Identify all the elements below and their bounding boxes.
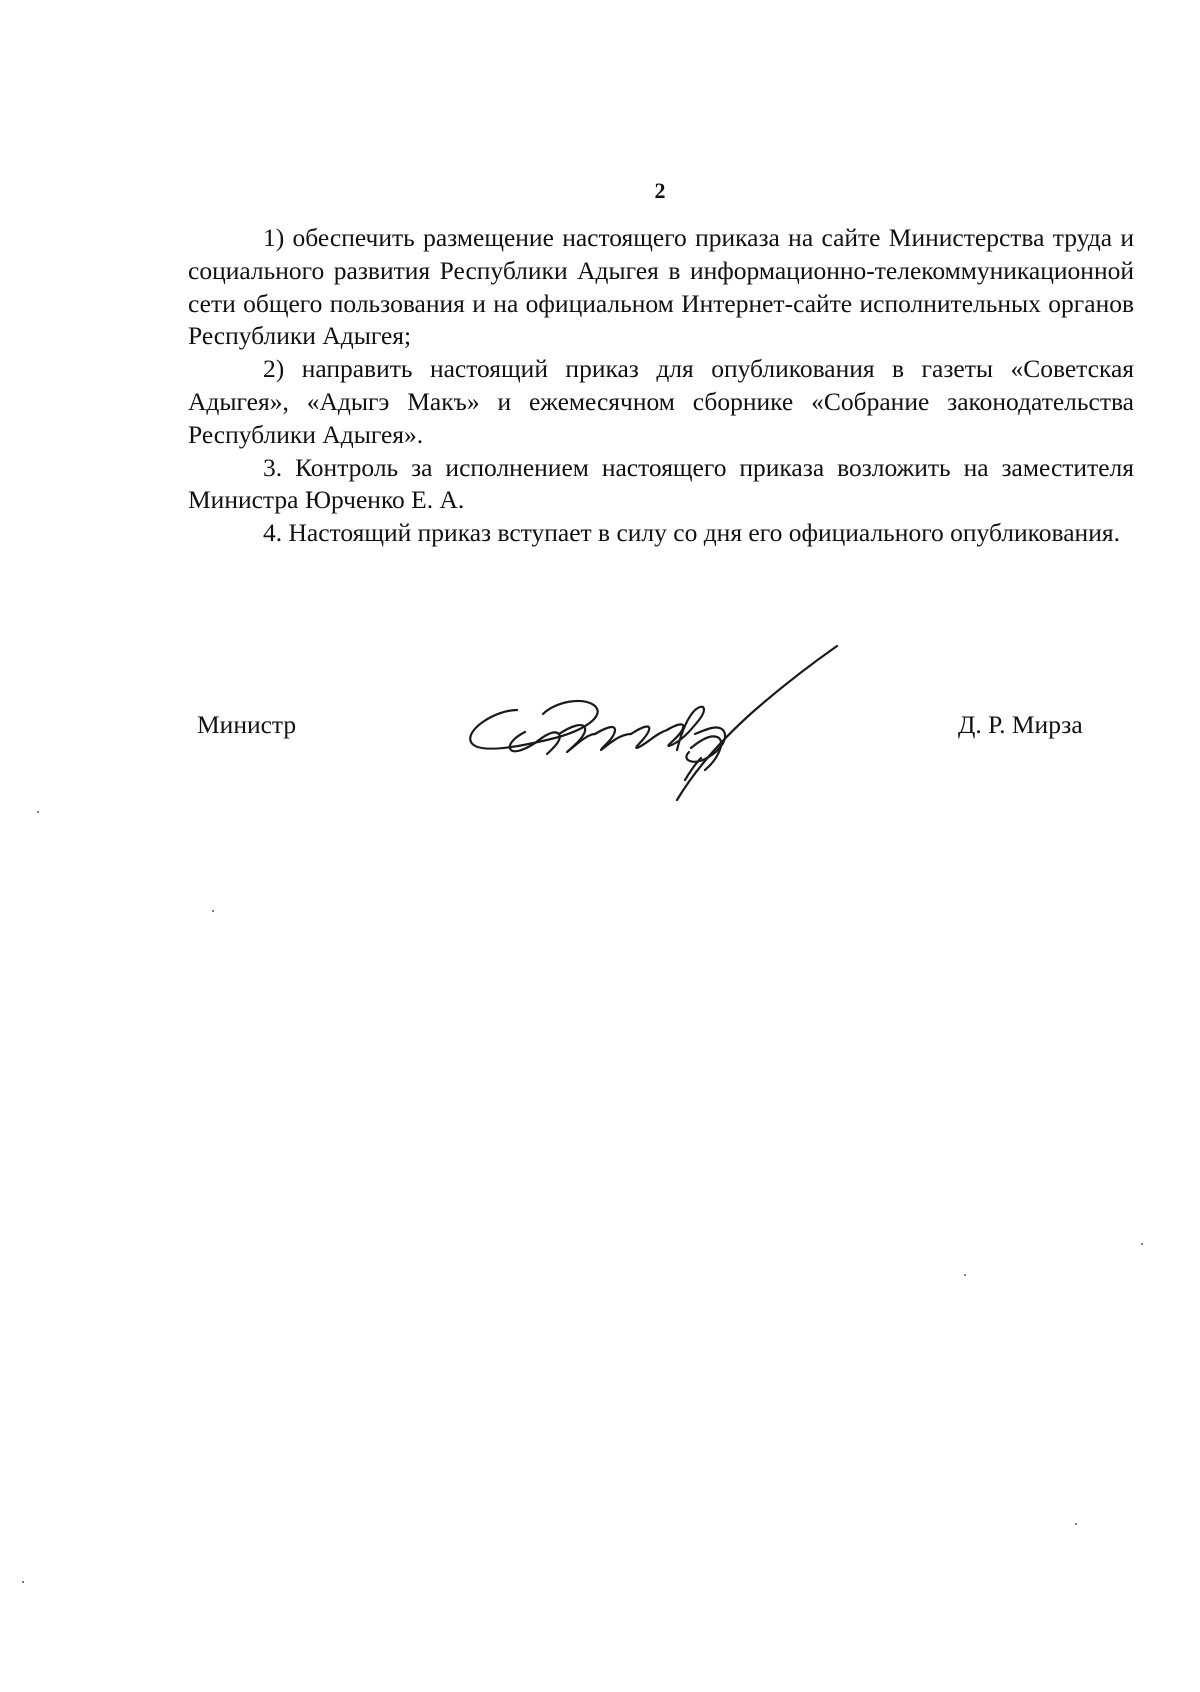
- scan-speck: [1141, 1243, 1143, 1245]
- paragraph-4: 4. Настоящий приказ вступает в силу со дня его официального опубликования.: [263, 518, 1120, 548]
- signatory-name: Д. Р. Мирза: [958, 710, 1083, 739]
- page-number: 2: [654, 178, 666, 203]
- scan-speck: [212, 910, 214, 912]
- signatory-title: Министр: [197, 710, 297, 739]
- paragraph-3: 3. Контроль за исполнением настоящего приказа возложить на заместителя Министра Юрченко Е. А.: [188, 452, 1134, 515]
- scan-speck: [1075, 1523, 1077, 1525]
- paragraph-1: 1) обеспечить размещение настоящего приказа на сайте Министерства труда и социального развития Республики Адыгея в информационно-телекоммуникационной сети общего пользования и на официальном Интернет-сайте исполнительных органов Республики Адыгея;: [188, 223, 1134, 351]
- scan-speck: [22, 1581, 24, 1583]
- handwritten-signature: [455, 630, 875, 820]
- signature-block: [0, 610, 1200, 810]
- scan-speck: [37, 811, 39, 813]
- paragraph-2: 2) направить настоящий приказ для опубликования в газеты «Советская Адыгея», «Адыгэ Макъ» и ежемесячном сборнике «Собрание законодательства Республики Адыгея».: [188, 354, 1134, 449]
- scan-speck: [964, 1274, 966, 1276]
- document-body: [188, 222, 1134, 550]
